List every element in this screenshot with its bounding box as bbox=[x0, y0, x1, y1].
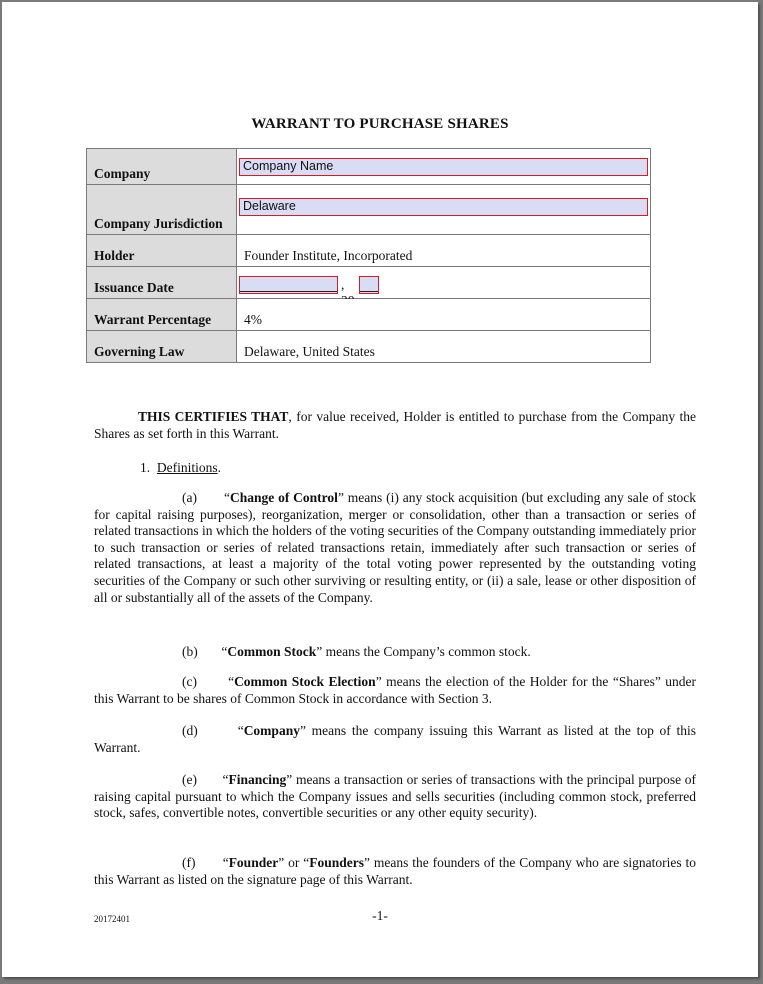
table-row bbox=[87, 331, 651, 363]
company-name-field[interactable]: Company Name bbox=[239, 158, 648, 176]
definition-letter: (f) bbox=[182, 855, 196, 870]
definition-term: Company bbox=[243, 723, 300, 738]
warrant-percentage-value: 4% bbox=[237, 299, 651, 331]
jurisdiction-field[interactable]: Delaware bbox=[239, 198, 648, 216]
definition-item: (f) “Founder” or “Founders” means the founders of the Company who are signatories to this Warrant as listed on the signature page of this Warrant. bbox=[94, 855, 696, 887]
company-label: Company bbox=[87, 149, 237, 185]
table-row bbox=[87, 235, 651, 267]
issuance-date-field[interactable] bbox=[239, 276, 338, 294]
warrant-terms-table bbox=[86, 148, 651, 363]
definition-letter: (a) bbox=[182, 490, 197, 505]
table-row bbox=[87, 267, 651, 299]
definition-term: Common Stock bbox=[227, 644, 317, 659]
section-number: 1. bbox=[140, 460, 151, 475]
definition-item: (b) “Common Stock” means the Company’s common stock. bbox=[182, 644, 531, 659]
table-row bbox=[87, 149, 651, 185]
definition-text: means the company issuing this Warrant as listed at the top of this Warrant. bbox=[94, 723, 696, 755]
definition-text: means the election of the Holder for the “Shares” under this Warrant to be shares of Common Stock in accordance with Section 3. bbox=[94, 674, 696, 706]
certifies-paragraph bbox=[94, 409, 696, 442]
certifies-lead: THIS CERTIFIES THAT bbox=[138, 409, 289, 424]
definition-term-alt: Founders bbox=[309, 855, 364, 870]
definition-text: means the founders of the Company who are signatories to this Warrant as listed on the signature page of this Warrant. bbox=[94, 855, 696, 887]
table-row bbox=[87, 299, 651, 331]
definition-term: Change of Control bbox=[229, 490, 338, 505]
document-page bbox=[2, 2, 758, 977]
definition-text: means (i) any stock acquisition (but excluding any sale of stock for capital raising purposes), reorganization, merger or consolidation, other than a transaction or series of related transactions in which the holders of the voting securities of the Company outstanding immediately prior to such transaction or series of related transactions retain, immediately after such transaction or series of related transactions, at least a majority of the total voting power represented by the outstanding voting securities of the Company or such other surviving or resulting entity, or (ii) a sale, lease or other disposition of all or substantially all of the assets of the Company. bbox=[94, 490, 696, 605]
definition-term: Financing bbox=[228, 772, 287, 787]
definition-item: (c) “Common Stock Election” means the election of the Holder for the “Shares” under this Warrant to be shares of Common Stock in accordance with Section 3. bbox=[94, 674, 696, 706]
jurisdiction-label: Company Jurisdiction bbox=[87, 185, 237, 235]
definition-item: (d) “Company” means the company issuing this Warrant as listed at the top of this Warrant. bbox=[94, 723, 696, 755]
document-title: WARRANT TO PURCHASE SHARES bbox=[251, 116, 509, 132]
company-cell bbox=[237, 149, 651, 185]
definition-text: means a transaction or series of transactions with the principal purpose of raising capital pursuant to which the Company issues and sells securities (including common stock, preferred stock, safes, convertible notes, convertible securities or any other equity security). bbox=[94, 772, 696, 821]
table-row bbox=[87, 185, 651, 235]
definition-term: Common Stock Election bbox=[234, 674, 376, 689]
warrant-percentage-label: Warrant Percentage bbox=[87, 299, 237, 331]
issuance-date-label: Issuance Date bbox=[87, 267, 237, 299]
definition-letter: (d) bbox=[182, 723, 198, 738]
definition-letter: (e) bbox=[182, 772, 197, 787]
governing-law-label: Governing Law bbox=[87, 331, 237, 363]
section-title: Definitions bbox=[156, 460, 218, 475]
definition-item: (e) “Financing” means a transaction or series of transactions with the principal purpose of raising capital pursuant to which the Company issues and sells securities (including common stock, preferred stock, safes, convertible notes, convertible securities or any other equity security). bbox=[94, 772, 696, 821]
date-separator: , bbox=[341, 277, 345, 292]
issuance-year-field[interactable] bbox=[359, 276, 379, 294]
definition-term: Founder bbox=[228, 855, 279, 870]
section-heading: 1. Definitions. bbox=[140, 460, 221, 475]
footer-code: 20172401 bbox=[94, 914, 130, 924]
definition-text: means the Company’s common stock. bbox=[322, 644, 531, 659]
holder-value: Founder Institute, Incorporated bbox=[237, 235, 651, 267]
page-number: -1- bbox=[372, 908, 388, 923]
issuance-date-cell bbox=[237, 267, 651, 299]
definition-item: (a) “Change of Control” means (i) any stock acquisition (but excluding any sale of stock for capital raising purposes), reorganization, merger or consolidation, other than a transaction or series of related transactions in which the holders of the voting securities of the Company outstanding immediately prior to such transaction or series of related transactions retain, immediately after such transaction or series of related transactions, at least a majority of the total voting power represented by the outstanding voting securities of the Company or such other surviving or resulting entity, or (ii) a sale, lease or other disposition of all or substantially all of the assets of the Company. bbox=[94, 490, 696, 605]
governing-law-value: Delaware, United States bbox=[237, 331, 651, 363]
definition-letter: (c) bbox=[182, 674, 197, 689]
definition-letter: (b) bbox=[182, 644, 198, 659]
jurisdiction-cell bbox=[237, 185, 651, 235]
certifies-text: , for value received, Holder is entitled to purchase from the Company the Shares as set forth in this Warrant. bbox=[94, 409, 696, 441]
holder-label: Holder bbox=[87, 235, 237, 267]
